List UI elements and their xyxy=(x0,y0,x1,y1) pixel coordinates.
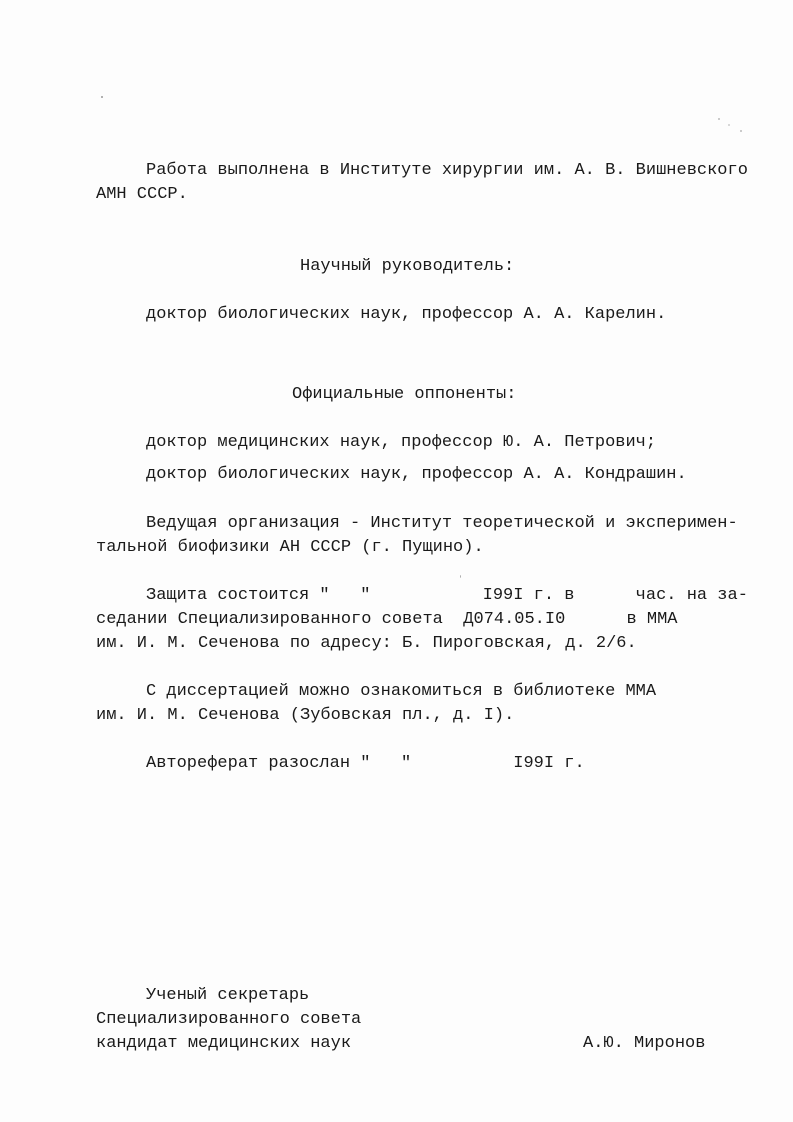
scan-speck xyxy=(460,575,461,578)
supervisor-heading: Научный руководитель: xyxy=(300,257,515,276)
secretary-name: А.Ю. Миронов xyxy=(583,1034,706,1053)
leading-org-line-1: Ведущая организация - Институт теоретической и эксперимен- xyxy=(146,514,738,533)
defense-line-2: седании Специализированного совета Д074.05.I0 в ММА xyxy=(96,610,678,629)
work-done-line-1: Работа выполнена в Институте хирургии им. А. В. Вишневского xyxy=(146,161,748,180)
scan-speck xyxy=(728,124,730,126)
opponent-item-2: доктор биологических наук, профессор А. А. Кондрашин. xyxy=(146,465,687,484)
dissertation-line-2: им. И. М. Сеченова (Зубовская пл., д. I). xyxy=(96,706,515,725)
scan-speck xyxy=(718,118,720,120)
opponent-item-1: доктор медицинских наук, профессор Ю. А. Петрович; xyxy=(146,433,657,452)
leading-org-line-2: тальной биофизики АН СССР (г. Пущино). xyxy=(96,538,484,557)
opponents-heading: Официальные оппоненты: xyxy=(292,385,517,404)
supervisor-name: доктор биологических наук, профессор А. А. Карелин. xyxy=(146,305,667,324)
defense-line-3: им. И. М. Сеченова по адресу: Б. Пироговская, д. 2/6. xyxy=(96,634,637,653)
secretary-title-2: Специализированного совета xyxy=(96,1010,362,1029)
secretary-title-1: Ученый секретарь xyxy=(146,986,310,1005)
abstract-sent-line: Автореферат разослан " " I99I г. xyxy=(146,754,585,773)
dissertation-line-1: С диссертацией можно ознакомиться в библиотеке ММА xyxy=(146,682,657,701)
secretary-title-3: кандидат медицинских наук xyxy=(96,1034,352,1053)
scan-speck xyxy=(101,96,103,98)
defense-line-1: Защита состоится " " I99I г. в час. на за- xyxy=(146,586,748,605)
work-done-line-2: АМН СССР. xyxy=(96,185,188,204)
scan-speck xyxy=(740,130,742,132)
